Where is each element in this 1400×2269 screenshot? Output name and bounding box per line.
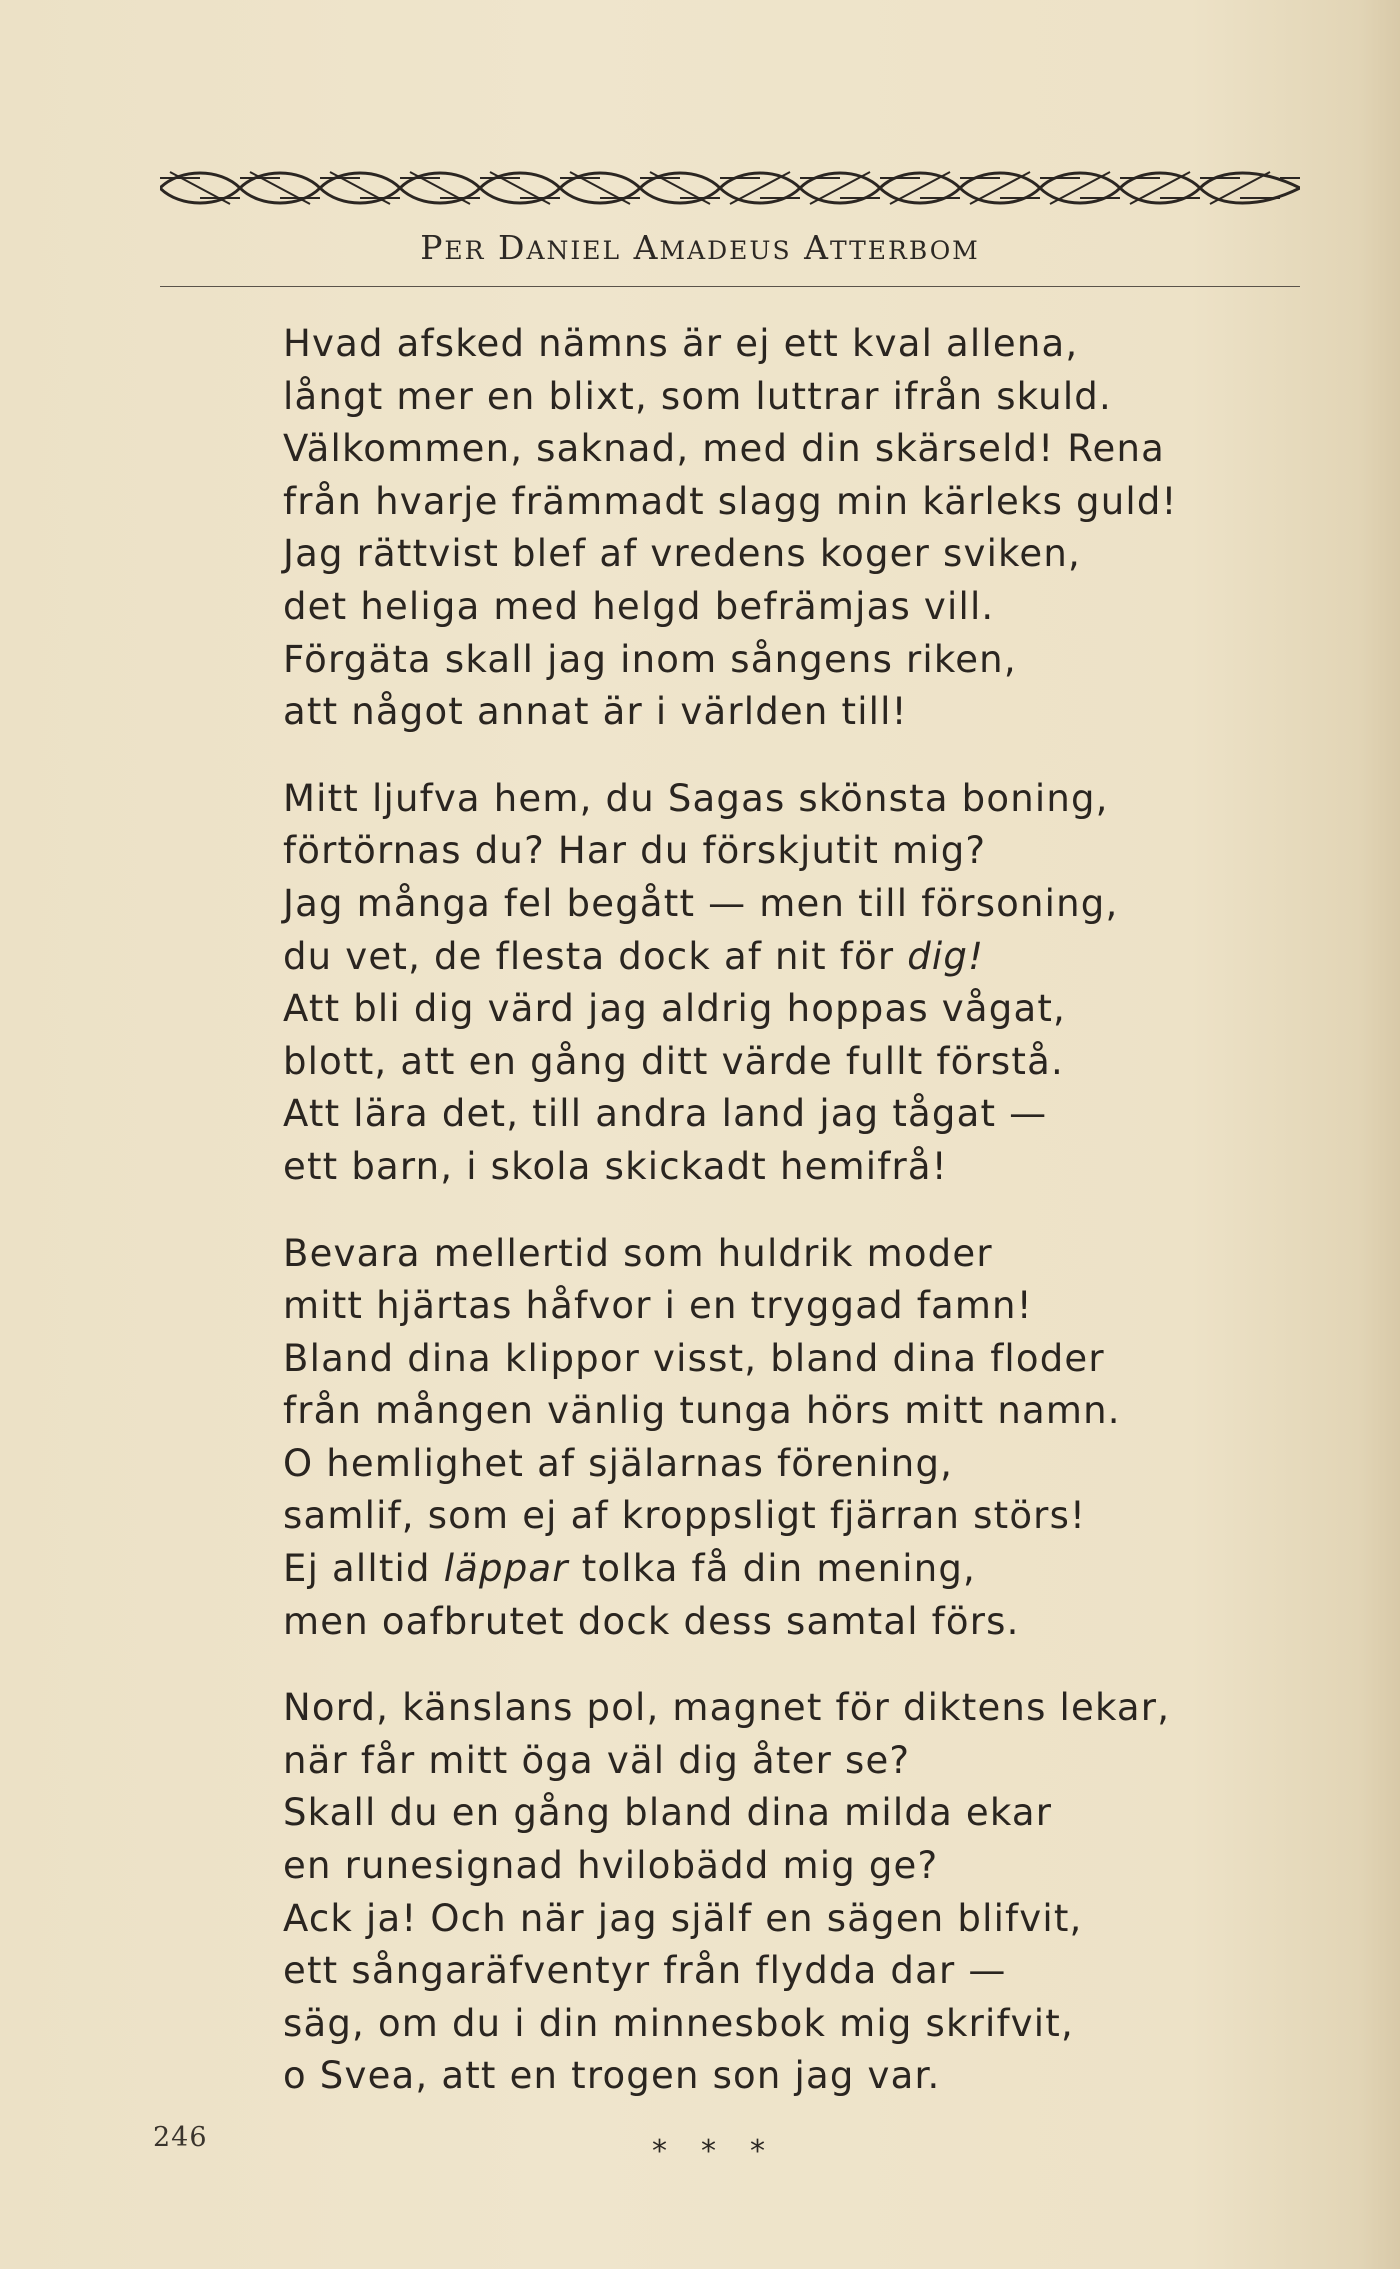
poem-line: Jag många fel begått — men till försoning, <box>283 881 1119 925</box>
poem-line: en runesignad hvilobädd mig ge? <box>283 1844 939 1888</box>
poem-line: Ack ja! Och när jag själf en sägen blifvit, <box>283 1896 1083 1940</box>
poem-line: långt mer en blixt, som luttrar ifrån skuld. <box>283 374 1112 418</box>
page-number: 246 <box>153 2122 208 2153</box>
poem-line-text: tolka få din mening, <box>581 1547 976 1591</box>
poem-line: Hvad afsked nämns är ej ett kval allena, <box>283 322 1079 365</box>
small-caps-text: ER <box>444 236 486 265</box>
poem-line: O hemlighet af själarnas förening, <box>283 1441 954 1485</box>
small-caps-text: TTERBOM <box>829 236 980 265</box>
poem-line: samlif, som ej af kroppsligt fjärran störs! <box>283 1494 1087 1538</box>
stanza-3 <box>283 1228 1283 1649</box>
small-caps-text: MADEUS <box>659 236 792 265</box>
poem-line-text: du vet, de flesta dock af nit för <box>283 934 895 978</box>
poem-line: Bland dina klippor visst, bland dina floder <box>283 1336 1105 1380</box>
poem-line: från mången vänlig tunga hörs mitt namn. <box>283 1389 1121 1433</box>
poem-line: att något annat är i världen till! <box>283 690 908 734</box>
poem-line: när får mitt öga väl dig åter se? <box>283 1738 911 1782</box>
poem-line: Bevara mellertid som huldrik moder <box>283 1231 993 1275</box>
section-break-asterisks <box>652 2134 799 2169</box>
running-head-word: ATTERBOM <box>804 228 980 267</box>
poem-line: Att lära det, till andra land jag tågat — <box>283 1092 1048 1136</box>
poem-line: säg, om du i din minnesbok mig skrifvit, <box>283 2001 1074 2045</box>
poem-line <box>283 931 1283 984</box>
asterisk: * <box>750 2134 765 2169</box>
poem-line: ett barn, i skola skickadt hemifrå! <box>283 1144 948 1188</box>
poem-line: det heliga med helgd befrämjas vill. <box>283 584 995 628</box>
asterisk: * <box>701 2134 716 2169</box>
running-head-word: DANIEL <box>498 228 622 267</box>
poem-line: ett sångaräfventyr från flydda dar — <box>283 1949 1007 1993</box>
stanza-2 <box>283 773 1283 1194</box>
poem-body <box>283 318 1283 2137</box>
poem-line: Nord, känslans pol, magnet för diktens lekar, <box>283 1686 1171 1730</box>
poem-line: men oafbrutet dock dess samtal förs. <box>283 1599 1020 1643</box>
poem-line: Mitt ljufva hem, du Sagas skönsta boning, <box>283 776 1109 820</box>
poem-line: Jag rättvist blef af vredens koger sviken, <box>283 532 1081 576</box>
emphasized-word: läppar <box>443 1547 569 1591</box>
poem-line: Välkommen, saknad, med din skärseld! Rena <box>283 427 1165 471</box>
poem-line <box>283 1543 1283 1596</box>
poem-line: mitt hjärtas håfvor i en tryggad famn! <box>283 1284 1033 1328</box>
asterisk: * <box>652 2134 667 2169</box>
header-rule <box>160 286 1300 287</box>
poem-line: o Svea, att en trogen son jag var. <box>283 2054 941 2098</box>
poem-line: Förgäta skall jag inom sångens riken, <box>283 637 1017 681</box>
poem-line-text: Ej alltid <box>283 1547 431 1591</box>
poem-line: Att bli dig värd jag aldrig hoppas vågat, <box>283 987 1066 1031</box>
emphasized-word: dig! <box>907 934 985 978</box>
poem-line: blott, att en gång ditt värde fullt förstå. <box>283 1039 1064 1083</box>
decorative-headband-ornament <box>160 162 1300 214</box>
running-head-author <box>0 228 1400 267</box>
running-head-word: PER <box>420 228 486 267</box>
poem-line: förtörnas du? Har du förskjutit mig? <box>283 829 987 873</box>
running-head-word: AMADEUS <box>633 228 792 267</box>
stanza-4 <box>283 1682 1283 2103</box>
poem-line: från hvarje främmadt slagg min kärleks guld! <box>283 479 1178 523</box>
stanza-1 <box>283 318 1283 739</box>
small-caps-text: ANIEL <box>526 236 622 265</box>
poem-line: Skall du en gång bland dina milda ekar <box>283 1791 1053 1835</box>
